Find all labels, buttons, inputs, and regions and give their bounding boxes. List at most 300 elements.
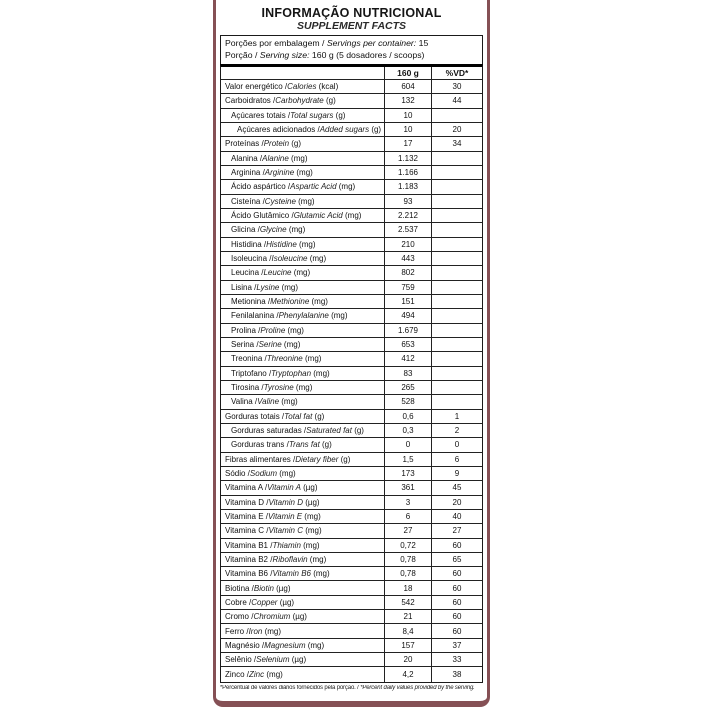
- servings-per-container-line: [225, 38, 478, 50]
- nutrient-name: [221, 281, 384, 294]
- nutrient-unit: (µg): [300, 483, 318, 493]
- nutrient-amount: 412: [384, 352, 431, 365]
- nutrient-name-pt: Treonina /: [231, 354, 267, 364]
- label-title: INFORMAÇÃO NUTRICIONAL: [261, 6, 442, 20]
- nutrient-name: [221, 610, 384, 623]
- table-row: [221, 410, 482, 424]
- table-row: [221, 352, 482, 366]
- servings-per-container-en: Servings per container:: [326, 38, 417, 48]
- nutrient-unit: (mg): [307, 554, 327, 564]
- nutrient-name: [221, 137, 384, 150]
- table-row: [221, 424, 482, 438]
- nutrient-name: [221, 80, 384, 93]
- nutrient-name-pt: Prolina /: [231, 325, 261, 335]
- nutrient-amount: 0,6: [384, 410, 431, 423]
- serving-size-pt: Porção /: [225, 49, 260, 60]
- nutrient-name-pt: Vitamina D /: [225, 497, 269, 507]
- nutrient-name-en: Saturated fat: [306, 426, 352, 436]
- nutrient-name-en: Cysteine: [264, 196, 296, 206]
- nutrient-unit: (µg): [289, 655, 307, 665]
- nutrient-daily-value: 45: [431, 481, 482, 494]
- nutrient-name-en: Vitamin E: [267, 512, 303, 521]
- table-row: [221, 539, 482, 553]
- table-body: [221, 80, 482, 682]
- nutrient-daily-value: 6: [431, 453, 482, 466]
- nutrient-amount: 494: [384, 309, 431, 322]
- nutrient-unit: (mg): [307, 254, 327, 264]
- table-row: [221, 438, 482, 452]
- nutrient-amount: 653: [384, 338, 431, 351]
- nutrient-daily-value: [431, 395, 482, 408]
- nutrient-unit: (mg): [305, 640, 325, 650]
- nutrient-daily-value: 60: [431, 567, 482, 580]
- nutrient-unit: (µg): [302, 497, 320, 507]
- nutrient-name: [221, 367, 384, 380]
- table-row: [221, 639, 482, 653]
- nutrient-amount: 1.132: [384, 152, 431, 165]
- nutrient-unit: (mg): [309, 297, 328, 307]
- nutrient-daily-value: 60: [431, 581, 482, 594]
- nutrient-unit: (mg): [293, 383, 313, 393]
- nutrient-name: [221, 424, 384, 437]
- nutrient-name-pt: Vitamina B6 /: [225, 569, 273, 579]
- table-row: [221, 252, 482, 266]
- servings-per-container-pt: Porções por embalagem /: [225, 38, 327, 48]
- nutrient-name: [221, 496, 384, 509]
- table-row: [221, 338, 482, 352]
- nutrient-daily-value: [431, 381, 482, 394]
- nutrient-name-en: Calories: [287, 82, 317, 92]
- table-row: [221, 238, 482, 252]
- nutrient-daily-value: [431, 295, 482, 308]
- nutrient-unit: (mg): [328, 311, 348, 321]
- nutrient-daily-value: [431, 338, 482, 351]
- nutrient-daily-value: [431, 109, 482, 122]
- table-row: [221, 94, 482, 108]
- nutrient-name-en: Vitamin D: [268, 497, 303, 507]
- nutrient-name-pt: Magnésio /: [225, 640, 265, 650]
- nutrient-unit: (mg): [279, 397, 298, 407]
- nutrient-daily-value: [431, 352, 482, 365]
- nutrient-unit: (mg): [342, 211, 362, 221]
- nutrient-unit: (µg): [290, 612, 307, 622]
- nutrient-name: [221, 152, 384, 165]
- nutrient-unit: (g): [289, 139, 302, 149]
- nutrient-name-pt: Valor energético /: [225, 82, 288, 92]
- nutrient-unit: (g): [319, 440, 332, 450]
- nutrient-amount: 443: [384, 252, 431, 265]
- servings-per-container-value: 15: [416, 38, 429, 48]
- nutrient-name-pt: Cisteína /: [231, 196, 265, 206]
- nutrient-name: [221, 123, 384, 136]
- nutrient-amount: 210: [384, 238, 431, 251]
- nutrient-amount: 361: [384, 481, 431, 494]
- nutrient-name-pt: Lisina /: [231, 282, 257, 292]
- nutrient-daily-value: [431, 266, 482, 279]
- nutrient-name-en: Zinc: [249, 670, 265, 680]
- nutrient-amount: 1.183: [384, 180, 431, 193]
- nutrient-amount: 1.166: [384, 166, 431, 179]
- nutrient-name-pt: Ácido aspártico /: [231, 182, 291, 192]
- nutrient-name-pt: Gorduras trans /: [231, 440, 289, 450]
- nutrient-name-en: Aspartic Acid: [290, 182, 337, 192]
- nutrient-name-en: Riboflavin: [272, 554, 308, 564]
- nutrient-name: [221, 624, 384, 637]
- nutrient-unit: (µg): [277, 597, 295, 607]
- nutrient-name-pt: Zinco /: [225, 670, 250, 680]
- nutrient-name-pt: Biotina /: [225, 583, 254, 593]
- nutrient-unit: (mg): [279, 282, 299, 292]
- nutrient-amount: 21: [384, 610, 431, 623]
- nutrient-name-pt: Sódio /: [225, 469, 250, 479]
- table-row: [221, 266, 482, 280]
- nutrient-name-en: Histidine: [266, 239, 297, 249]
- nutrient-name-en: Biotin: [253, 583, 274, 593]
- nutrient-amount: 10: [384, 109, 431, 122]
- table-row: [221, 467, 482, 481]
- nutrient-name: [221, 567, 384, 580]
- nutrient-name-pt: Metionina /: [231, 297, 271, 307]
- nutrient-name-en: Added sugars: [319, 125, 370, 135]
- nutrient-daily-value: [431, 367, 482, 380]
- nutrient-unit: (mg): [302, 354, 322, 364]
- nutrient-name-pt: Serina /: [231, 340, 259, 350]
- nutrient-amount: 542: [384, 596, 431, 609]
- nutrient-amount: 0,3: [384, 424, 431, 437]
- nutrient-name: [221, 352, 384, 365]
- nutrient-name-en: Tryptophan: [271, 368, 312, 378]
- nutrient-name: [221, 438, 384, 451]
- nutrition-table: [220, 64, 483, 683]
- nutrient-daily-value: [431, 238, 482, 251]
- nutrient-unit: (mg): [311, 368, 330, 378]
- nutrient-name: [221, 553, 384, 566]
- table-row: [221, 223, 482, 237]
- nutrient-amount: 151: [384, 295, 431, 308]
- table-row: [221, 381, 482, 395]
- nutrient-name-pt: Cromo /: [225, 612, 254, 622]
- nutrient-daily-value: 30: [431, 80, 482, 93]
- column-header-nutrient: [221, 67, 384, 79]
- nutrient-amount: 0,78: [384, 553, 431, 566]
- nutrient-unit: (µg): [273, 583, 291, 593]
- nutrient-name-pt: Gorduras saturadas /: [231, 426, 307, 436]
- nutrient-name: [221, 209, 384, 222]
- nutrient-name-en: Vitamin A: [267, 483, 301, 493]
- table-row: [221, 180, 482, 194]
- nutrient-name-pt: Cobre /: [225, 597, 252, 607]
- nutrient-name-pt: Ferro /: [225, 626, 249, 636]
- nutrient-name-pt: Glicina /: [231, 225, 260, 235]
- nutrient-daily-value: 60: [431, 539, 482, 552]
- nutrient-name: [221, 309, 384, 322]
- nutrient-name-pt: Leucina /: [231, 268, 264, 278]
- table-row: [221, 395, 482, 409]
- nutrient-unit: (mg): [264, 670, 283, 680]
- nutrient-name-pt: Isoleucina /: [231, 254, 272, 264]
- nutrient-daily-value: [431, 324, 482, 337]
- nutrient-name: [221, 180, 384, 193]
- nutrient-name-pt: Triptofano /: [231, 368, 272, 378]
- serving-size-line: [225, 50, 478, 62]
- nutrient-amount: 173: [384, 467, 431, 480]
- nutrient-name: [221, 381, 384, 394]
- nutrient-daily-value: 27: [431, 524, 482, 537]
- nutrient-name-en: Iron: [248, 626, 263, 636]
- footnote: [220, 685, 483, 691]
- nutrient-name-en: Magnesium: [264, 640, 306, 650]
- nutrient-amount: 2.537: [384, 223, 431, 236]
- nutrient-daily-value: 60: [431, 596, 482, 609]
- table-row: [221, 209, 482, 223]
- nutrient-daily-value: 40: [431, 510, 482, 523]
- nutrient-amount: 528: [384, 395, 431, 408]
- nutrient-name-en: Tyrosine: [263, 383, 294, 393]
- nutrient-name: [221, 639, 384, 652]
- nutrient-daily-value: 60: [431, 624, 482, 637]
- nutrient-unit: (mg): [296, 239, 316, 249]
- nutrient-unit: (mg): [288, 153, 308, 163]
- nutrient-daily-value: [431, 281, 482, 294]
- table-row: [221, 524, 482, 538]
- nutrient-name: [221, 581, 384, 594]
- table-row: [221, 610, 482, 624]
- nutrient-amount: 759: [384, 281, 431, 294]
- table-row: [221, 295, 482, 309]
- nutrient-daily-value: 9: [431, 467, 482, 480]
- nutrient-name-en: Alanine: [262, 153, 289, 163]
- nutrient-unit: (mg): [294, 168, 313, 178]
- nutrient-name-pt: Gorduras totais /: [225, 411, 285, 421]
- nutrient-name-en: Vitamin B6: [272, 569, 311, 579]
- nutrient-daily-value: [431, 223, 482, 236]
- table-row: [221, 496, 482, 510]
- nutrient-unit: (mg): [302, 526, 322, 536]
- nutrient-amount: 265: [384, 381, 431, 394]
- nutrient-amount: 1.679: [384, 324, 431, 337]
- nutrient-amount: 0: [384, 438, 431, 451]
- supplement-facts-label: [213, 0, 490, 707]
- serving-size-value: 160 g (5 dosadores / scoops): [309, 49, 425, 60]
- nutrient-amount: 0,72: [384, 539, 431, 552]
- nutrient-unit: (kcal): [316, 82, 339, 92]
- footnote-en: *Percent daily values provided by the serving.: [360, 684, 475, 691]
- nutrient-name-pt: Carboidratos /: [225, 96, 276, 106]
- nutrient-daily-value: 37: [431, 639, 482, 652]
- nutrient-amount: 604: [384, 80, 431, 93]
- nutrient-name-en: Selenium: [256, 655, 290, 665]
- nutrient-name-pt: Fibras alimentares /: [225, 454, 296, 464]
- nutrient-unit: (g): [369, 125, 382, 135]
- nutrient-name-en: Isoleucine: [271, 254, 308, 264]
- nutrient-unit: (mg): [295, 196, 315, 206]
- nutrient-unit: (mg): [310, 569, 330, 579]
- nutrient-name: [221, 295, 384, 308]
- nutrient-name: [221, 410, 384, 423]
- nutrient-unit: (g): [338, 454, 351, 464]
- nutrient-unit: (mg): [336, 182, 356, 192]
- table-row: [221, 195, 482, 209]
- nutrient-name-en: Total sugars: [290, 110, 334, 120]
- column-header-dv: %VD*: [431, 67, 482, 79]
- table-row: [221, 109, 482, 123]
- nutrient-amount: 132: [384, 94, 431, 107]
- nutrient-name-en: Proline: [260, 325, 286, 335]
- footnote-pt: *Percentual de valores diários fornecidos pela porção. /: [220, 684, 361, 691]
- nutrient-amount: 17: [384, 137, 431, 150]
- table-row: [221, 367, 482, 381]
- nutrient-unit: (mg): [291, 268, 311, 278]
- nutrient-daily-value: 20: [431, 123, 482, 136]
- nutrient-name-pt: Selênio /: [225, 655, 257, 665]
- nutrient-daily-value: 38: [431, 667, 482, 681]
- nutrient-amount: 6: [384, 510, 431, 523]
- nutrient-name-en: Vitamin C: [268, 526, 303, 536]
- nutrient-name-en: Lysine: [256, 282, 280, 292]
- nutrient-name: [221, 510, 384, 523]
- nutrient-daily-value: 33: [431, 653, 482, 666]
- nutrient-name-en: Carbohydrate: [275, 96, 324, 106]
- nutrient-daily-value: [431, 252, 482, 265]
- nutrient-daily-value: [431, 152, 482, 165]
- nutrient-daily-value: [431, 209, 482, 222]
- serving-info: [220, 35, 483, 64]
- nutrient-unit: (g): [312, 411, 325, 421]
- table-row: [221, 123, 482, 137]
- nutrient-amount: 93: [384, 195, 431, 208]
- nutrient-unit: (mg): [262, 626, 282, 636]
- nutrient-name-en: Total fat: [284, 411, 313, 421]
- nutrient-amount: 20: [384, 653, 431, 666]
- nutrient-name: [221, 252, 384, 265]
- nutrient-name-pt: Arginina /: [231, 168, 265, 178]
- nutrient-name-pt: Vitamina A /: [225, 483, 268, 493]
- nutrient-name: [221, 195, 384, 208]
- nutrient-name: [221, 109, 384, 122]
- nutrient-daily-value: [431, 180, 482, 193]
- table-row: [221, 481, 482, 495]
- nutrient-name: [221, 653, 384, 666]
- nutrient-name-en: Arginine: [264, 168, 295, 178]
- label-subtitle: SUPPLEMENT FACTS: [296, 20, 407, 32]
- nutrient-amount: 4,2: [384, 667, 431, 681]
- nutrient-name-en: Leucine: [263, 268, 292, 278]
- table-row: [221, 667, 482, 681]
- nutrient-name: [221, 453, 384, 466]
- nutrient-name-en: Thiamin: [272, 540, 301, 550]
- nutrient-name-pt: Proteínas /: [225, 139, 264, 149]
- table-row: [221, 624, 482, 638]
- nutrient-name: [221, 94, 384, 107]
- nutrient-amount: 83: [384, 367, 431, 380]
- nutrient-daily-value: 65: [431, 553, 482, 566]
- nutrient-name-en: Dietary fiber: [295, 454, 339, 464]
- nutrient-unit: (mg): [286, 225, 306, 235]
- nutrient-unit: (g): [323, 96, 336, 106]
- nutrient-name: [221, 238, 384, 251]
- nutrient-name-en: Serine: [258, 340, 282, 350]
- table-row: [221, 166, 482, 180]
- nutrient-name-pt: Vitamina E /: [225, 512, 268, 521]
- nutrient-unit: (g): [351, 426, 364, 436]
- table-row: [221, 553, 482, 567]
- nutrient-name-pt: Tirosina /: [231, 383, 264, 393]
- table-row: [221, 137, 482, 151]
- table-row: [221, 324, 482, 338]
- nutrient-name-pt: Vitamina B2 /: [225, 554, 273, 564]
- nutrient-amount: 8,4: [384, 624, 431, 637]
- table-row: [221, 281, 482, 295]
- nutrient-name-pt: Vitamina C /: [225, 526, 269, 536]
- table-row: [221, 596, 482, 610]
- nutrient-name-en: Valine: [257, 397, 280, 407]
- serving-size-en: Serving size:: [259, 49, 310, 60]
- nutrient-amount: 802: [384, 266, 431, 279]
- nutrient-daily-value: 2: [431, 424, 482, 437]
- nutrient-unit: (mg): [281, 340, 301, 350]
- nutrient-name: [221, 596, 384, 609]
- nutrient-name-pt: Valina /: [231, 397, 258, 407]
- nutrient-name: [221, 324, 384, 337]
- nutrient-name-pt: Açúcares totais /: [231, 110, 291, 120]
- nutrient-daily-value: 1: [431, 410, 482, 423]
- table-header-row: [221, 67, 482, 80]
- table-row: [221, 80, 482, 94]
- nutrient-daily-value: 60: [431, 610, 482, 623]
- nutrient-name: [221, 467, 384, 480]
- nutrient-name-en: Threonine: [266, 354, 303, 364]
- nutrient-unit: (g): [333, 110, 346, 120]
- nutrient-name-pt: Histidina /: [231, 239, 267, 249]
- nutrient-daily-value: [431, 309, 482, 322]
- nutrient-name-en: Methionine: [270, 297, 310, 307]
- table-row: [221, 453, 482, 467]
- nutrient-name-pt: Açúcares adicionados /: [237, 125, 320, 135]
- nutrient-name: [221, 524, 384, 537]
- table-row: [221, 653, 482, 667]
- nutrient-unit: (mg): [300, 540, 320, 550]
- table-row: [221, 567, 482, 581]
- nutrient-name: [221, 667, 384, 681]
- nutrient-name-en: Copper: [251, 597, 278, 607]
- nutrient-daily-value: 0: [431, 438, 482, 451]
- nutrient-name-pt: Alanina /: [231, 153, 263, 163]
- nutrient-name-en: Chromium: [253, 612, 291, 622]
- nutrient-unit: (mg): [285, 325, 304, 335]
- nutrient-name-en: Glycine: [259, 225, 287, 235]
- table-row: [221, 581, 482, 595]
- nutrient-name-pt: Vitamina B1 /: [225, 540, 273, 550]
- nutrient-name-pt: Fenilalanina /: [231, 311, 279, 321]
- table-row: [221, 152, 482, 166]
- nutrient-name: [221, 395, 384, 408]
- nutrient-name-pt: Ácido Glutâmico /: [231, 211, 294, 221]
- nutrient-name: [221, 338, 384, 351]
- nutrient-name-en: Trans fat: [288, 440, 320, 450]
- table-row: [221, 309, 482, 323]
- nutrient-daily-value: [431, 195, 482, 208]
- nutrient-name-en: Phenylalanine: [278, 311, 329, 321]
- column-header-amount: 160 g: [384, 67, 431, 79]
- nutrient-amount: 3: [384, 496, 431, 509]
- nutrient-name-en: Glutamic Acid: [293, 211, 343, 221]
- nutrient-amount: 0,78: [384, 567, 431, 580]
- nutrient-amount: 157: [384, 639, 431, 652]
- nutrient-amount: 27: [384, 524, 431, 537]
- nutrient-name-en: Protein: [263, 139, 290, 149]
- nutrient-name: [221, 539, 384, 552]
- nutrient-amount: 1,5: [384, 453, 431, 466]
